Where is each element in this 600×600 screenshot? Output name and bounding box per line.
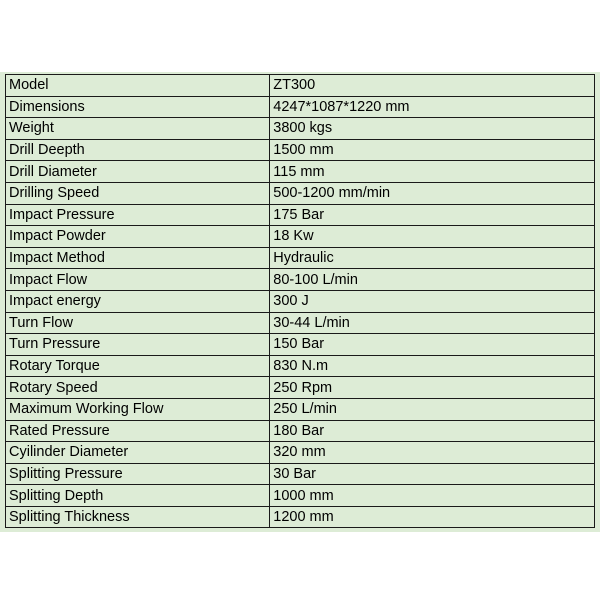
spec-label: Rotary Speed [6, 377, 270, 399]
spec-row [6, 312, 595, 334]
spec-table [5, 74, 595, 528]
spec-label: Turn Pressure [6, 334, 270, 356]
spec-label: Drill Deepth [6, 139, 270, 161]
spec-row [6, 118, 595, 140]
spec-row [6, 420, 595, 442]
spec-value: 320 mm [270, 442, 595, 464]
spec-label: Drill Diameter [6, 161, 270, 183]
spec-label: Maximum Working Flow [6, 398, 270, 420]
spec-row [6, 377, 595, 399]
spec-row [6, 96, 595, 118]
spec-row [6, 485, 595, 507]
spec-label: Impact Powder [6, 226, 270, 248]
spec-label: Turn Flow [6, 312, 270, 334]
spec-value: 115 mm [270, 161, 595, 183]
spec-row [6, 226, 595, 248]
spec-label: Impact energy [6, 290, 270, 312]
spec-row [6, 139, 595, 161]
spec-table-body [6, 75, 595, 528]
spec-value: 30 Bar [270, 463, 595, 485]
spec-row [6, 182, 595, 204]
spec-label: Impact Method [6, 247, 270, 269]
spec-value: 1500 mm [270, 139, 595, 161]
spec-value: 300 J [270, 290, 595, 312]
spec-value: 500-1200 mm/min [270, 182, 595, 204]
spec-label: Impact Flow [6, 269, 270, 291]
spec-label: Drilling Speed [6, 182, 270, 204]
spec-value: ZT300 [270, 75, 595, 97]
spec-label: Impact Pressure [6, 204, 270, 226]
spec-label: Splitting Depth [6, 485, 270, 507]
spec-row [6, 506, 595, 528]
spec-value: 18 Kw [270, 226, 595, 248]
spec-row [6, 334, 595, 356]
spec-row [6, 247, 595, 269]
spec-value: 30-44 L/min [270, 312, 595, 334]
spec-value: 4247*1087*1220 mm [270, 96, 595, 118]
spec-value: 80-100 L/min [270, 269, 595, 291]
spec-row [6, 161, 595, 183]
spec-value: 175 Bar [270, 204, 595, 226]
spec-value: Hydraulic [270, 247, 595, 269]
spec-row [6, 204, 595, 226]
spec-value: 180 Bar [270, 420, 595, 442]
spec-value: 1000 mm [270, 485, 595, 507]
spec-value: 830 N.m [270, 355, 595, 377]
spec-label: Rotary Torque [6, 355, 270, 377]
spec-row [6, 355, 595, 377]
spec-row [6, 398, 595, 420]
spec-table-panel [0, 72, 600, 532]
spec-value: 250 L/min [270, 398, 595, 420]
spec-row [6, 75, 595, 97]
spec-value: 250 Rpm [270, 377, 595, 399]
spec-row [6, 463, 595, 485]
spec-row [6, 269, 595, 291]
spec-label: Model [6, 75, 270, 97]
spec-value: 3800 kgs [270, 118, 595, 140]
spec-label: Cyilinder Diameter [6, 442, 270, 464]
spec-label: Weight [6, 118, 270, 140]
spec-value: 150 Bar [270, 334, 595, 356]
spec-label: Rated Pressure [6, 420, 270, 442]
spec-row [6, 442, 595, 464]
spec-row [6, 290, 595, 312]
spec-value: 1200 mm [270, 506, 595, 528]
spec-label: Splitting Thickness [6, 506, 270, 528]
spec-label: Dimensions [6, 96, 270, 118]
spec-label: Splitting Pressure [6, 463, 270, 485]
